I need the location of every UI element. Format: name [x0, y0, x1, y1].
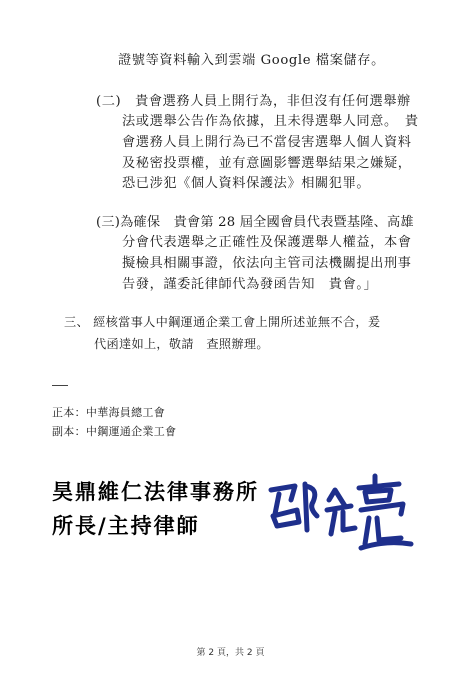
item-3-line: 代函達如上，敬請 查照辦理。 [94, 337, 269, 351]
divider [52, 385, 68, 386]
firm-title: 所長/主持律師 [52, 513, 200, 538]
section-2-line: (二) 貴會選務人員上開行為，非但沒有任何選舉辦 [96, 94, 411, 109]
signature-image [265, 470, 415, 564]
section-2-line: 法或選舉公告作為依據，且未得選舉人同意。 貴 [122, 114, 419, 129]
section-2-line: 會選務人員上開行為已不當侵害選舉人個人資料 [122, 135, 412, 150]
text-line: 證號等資料輸入到雲端 Google 檔案儲存。 [118, 53, 385, 68]
section-3-line: 分會代表選舉之正確性及保護選舉人權益，本會 [122, 235, 412, 250]
section-2-line: 恐已涉犯《個人資料保護法》相關犯罪。 [122, 176, 371, 191]
cc-copy: 副本：中鋼運通企業工會 [52, 425, 177, 438]
section-3-line: 擬檢具相關事證，依法向主管司法機關提出刑事 [122, 256, 412, 271]
section-2-line: 及秘密投票權，並有意圖影響選舉結果之嫌疑， [122, 156, 412, 171]
item-3-line: 三、 經核當事人中鋼運通企業工會上開所述並無不合，爰 [64, 315, 381, 329]
page-footer: 第 2 頁，共 2 頁 [196, 648, 265, 658]
section-3-line: (三)為確保 貴會第 28 屆全國會員代表暨基隆、高雄 [96, 215, 414, 230]
cc-original: 正本：中華海員總工會 [52, 406, 165, 419]
firm-name: 昊鼎維仁法律事務所 [52, 479, 259, 504]
section-3-line: 告發，謹委託律師代為發函告知 貴會。」 [122, 277, 378, 292]
